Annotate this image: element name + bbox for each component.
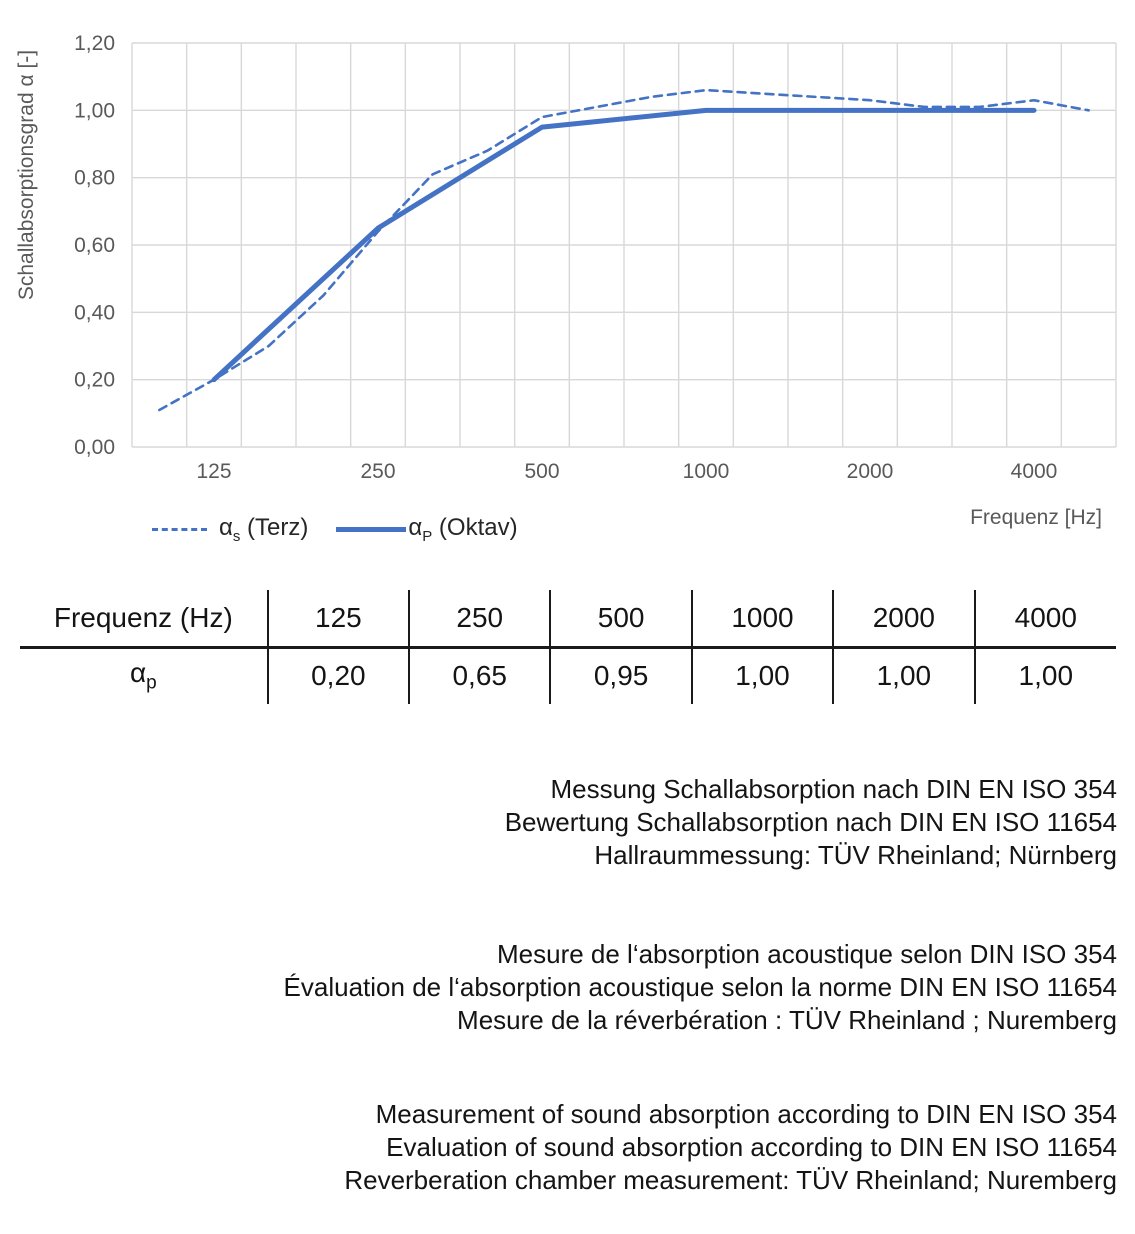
legend-label-terz: $\alpha_s$ (Terz) bbox=[219, 514, 309, 545]
table-frequency-cell: 125 bbox=[268, 590, 409, 647]
x-tick-label: 250 bbox=[360, 460, 396, 483]
x-tick-label: 2000 bbox=[846, 460, 894, 483]
y-tick-label: 0,60 bbox=[74, 234, 115, 257]
y-tick-label: 0,40 bbox=[74, 301, 115, 325]
x-tick-label: 1000 bbox=[682, 460, 730, 483]
note-line: Measurement of sound absorption according to DIN EN ISO 354 bbox=[375, 1099, 1117, 1129]
absorption-chart bbox=[0, 0, 1135, 560]
table-frequency-cell: 500 bbox=[550, 590, 691, 647]
legend-item-terz bbox=[152, 514, 308, 545]
chart-legend bbox=[152, 514, 518, 545]
note-line: Mesure de l‘absorption acoustique selon DIN ISO 354 bbox=[496, 939, 1117, 969]
y-tick-label: 0,20 bbox=[74, 368, 115, 392]
y-axis-title: Schallabsorptionsgrad α [-] bbox=[15, 49, 38, 301]
gridlines bbox=[132, 43, 1116, 447]
note-line: Reverberation chamber measurement: TÜV Rheinland; Nuremberg bbox=[344, 1165, 1117, 1195]
table-frequency-cell: 250 bbox=[409, 590, 550, 647]
table-header-row bbox=[20, 590, 1116, 647]
absorption-chart-svg bbox=[0, 0, 1135, 560]
note-french bbox=[60, 938, 1117, 1037]
y-tick-label: 0,00 bbox=[74, 436, 115, 459]
y-tick-label: 1,00 bbox=[74, 99, 115, 123]
table-row-label-alpha-p: $\alpha_p$ bbox=[129, 657, 157, 695]
terz-dashed-line-sample bbox=[152, 528, 207, 531]
oktav-solid-line-sample bbox=[336, 527, 406, 532]
y-tick-label: 1,20 bbox=[74, 32, 115, 55]
table-value-cell: 1,00 bbox=[975, 647, 1116, 704]
note-line: Bewertung Schallabsorption nach DIN EN ISO 11654 bbox=[504, 807, 1117, 837]
note-english bbox=[60, 1098, 1117, 1197]
table-header-frequency: Frequenz (Hz) bbox=[20, 590, 268, 647]
note-german bbox=[60, 773, 1117, 872]
table-value-cell: 1,00 bbox=[833, 647, 974, 704]
note-line: Hallraummessung: TÜV Rheinland; Nürnberg bbox=[594, 840, 1117, 870]
absorption-table bbox=[20, 590, 1116, 704]
table-frequency-cell: 2000 bbox=[833, 590, 974, 647]
note-line: Mesure de la réverbération : TÜV Rheinland ; Nuremberg bbox=[457, 1005, 1117, 1035]
table-value-cell: 0,95 bbox=[550, 647, 691, 704]
table-frequency-cell: 1000 bbox=[692, 590, 833, 647]
table-value-row bbox=[20, 647, 1116, 704]
x-tick-label: 500 bbox=[524, 460, 560, 483]
x-tick-label: 4000 bbox=[1010, 460, 1058, 483]
table-value-cell: 1,00 bbox=[692, 647, 833, 704]
x-tick-label: 125 bbox=[196, 460, 232, 483]
table-value-cell: 0,20 bbox=[268, 647, 409, 704]
x-axis-title: Frequenz [Hz] bbox=[970, 506, 1102, 529]
note-line: Evaluation of sound absorption according to DIN EN ISO 11654 bbox=[386, 1132, 1117, 1162]
legend-item-oktav bbox=[336, 514, 517, 545]
table-value-cell: 0,65 bbox=[409, 647, 550, 704]
y-tick-label: 0,80 bbox=[74, 166, 115, 190]
legend-label-oktav: $\alpha_P$ (Oktav) bbox=[408, 514, 518, 545]
note-line: Messung Schallabsorption nach DIN EN ISO 354 bbox=[550, 774, 1117, 804]
note-line: Évaluation de l‘absorption acoustique selon la norme DIN EN ISO 11654 bbox=[283, 972, 1117, 1002]
table-frequency-cell: 4000 bbox=[975, 590, 1116, 647]
